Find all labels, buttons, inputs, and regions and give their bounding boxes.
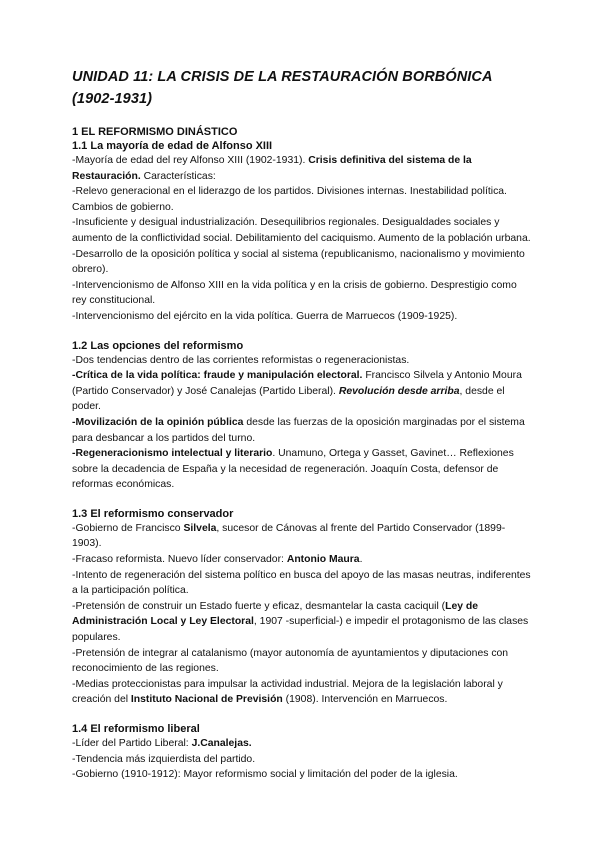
paragraph: -Relevo generacional en el liderazgo de los partidos. Divisiones internas. Inestabilidad política. Cambios de gobierno. bbox=[72, 186, 507, 213]
paragraph: -Intento de regeneración del sistema político en busca del apoyo de las masas neutras, indiferentes a la participación política. bbox=[72, 569, 531, 597]
paragraph: -Pretensión de construir un Estado fuerte y eficaz, desmantelar la casta caciquil (Ley de Administración Local y Ley Electoral, 1907 -superficial-) e impedir el protagonismo de las clases populares. bbox=[72, 600, 529, 644]
paragraph: -Insuficiente y desigual industrialización. Desequilibrios regionales. Desigualdades sociales y aumento de la conflictividad social. Debilitamiento del caciquismo. Aumento de la población urbana. bbox=[72, 217, 531, 244]
paragraph: -Crítica de la vida política: fraude y manipulación electoral. Francisco Silvela y Antonio Moura (Partido Conservador) y José Canalejas (Partido Liberal). Revolución desde arriba, desde el poder. bbox=[72, 370, 522, 413]
subsection-heading-1-4: 1.4 El reformismo liberal bbox=[72, 723, 200, 735]
paragraph: -Dos tendencias dentro de las corrientes reformistas o regeneracionistas. bbox=[72, 354, 410, 366]
paragraph: -Medias proteccionistas para impulsar la actividad industrial. Mejora de la legislación laboral y creación del Instituto Nacional de Previsión (1908). Intervención en Marruecos. bbox=[72, 678, 503, 706]
section-heading-1: 1 EL REFORMISMO DINÁSTICO bbox=[72, 126, 238, 138]
paragraph: -Mayoría de edad del rey Alfonso XIII (1902-1931). Crisis definitiva del sistema de la Restauración. Características: bbox=[72, 155, 472, 182]
paragraph: -Tendencia más izquierdista del partido. bbox=[72, 753, 256, 765]
document-title bbox=[72, 66, 532, 110]
paragraph: -Pretensión de integrar al catalanismo (mayor autonomía de ayuntamientos y diputaciones con reconocimiento de las regiones. bbox=[72, 647, 509, 675]
subsection-heading-1-3: 1.3 El reformismo conservador bbox=[72, 507, 234, 520]
title-line-2: (1902-1931) bbox=[72, 91, 153, 107]
paragraph: -Gobierno (1910-1912): Mayor reformismo social y limitación del poder de la iglesia. bbox=[72, 769, 458, 781]
subsection-heading-1-2: 1.2 Las opciones del reformismo bbox=[72, 339, 244, 352]
paragraph: -Intervencionismo de Alfonso XIII en la vida política y en la crisis de gobierno. Desprestigio como rey constitucional. bbox=[72, 279, 517, 307]
subsection-heading-1-1: 1.1 La mayoría de edad de Alfonso XIII bbox=[72, 140, 273, 152]
title-line-1: UNIDAD 11: LA CRISIS DE LA RESTAURACIÓN BORBÓNICA bbox=[72, 69, 493, 85]
document-page bbox=[72, 66, 532, 783]
paragraph: -Movilización de la opinión pública desde las fuerzas de la oposición marginadas por el sistema para desbancar a los partidos del turno. bbox=[72, 416, 525, 444]
paragraph: -Líder del Partido Liberal: J.Canalejas. bbox=[72, 738, 252, 749]
paragraph: -Intervencionismo del ejército en la vida política. Guerra de Marruecos (1909-1925). bbox=[72, 310, 458, 322]
paragraph: -Regeneracionismo intelectual y literario. Unamuno, Ortega y Gasset, Gavinet… Reflexiones sobre la decadencia de España y la necesidad de regeneración. Joaquín Costa, defensor de reformas económicas. bbox=[72, 448, 514, 491]
paragraph: -Gobierno de Francisco Silvela, sucesor de Cánovas al frente del Partido Conservador (1899-1903). bbox=[72, 522, 506, 550]
paragraph: -Desarrollo de la oposición política y social al sistema (republicanismo, nacionalismo y movimiento obrero). bbox=[72, 248, 525, 276]
paragraph: -Fracaso reformista. Nuevo líder conservador: Antonio Maura. bbox=[72, 554, 363, 566]
